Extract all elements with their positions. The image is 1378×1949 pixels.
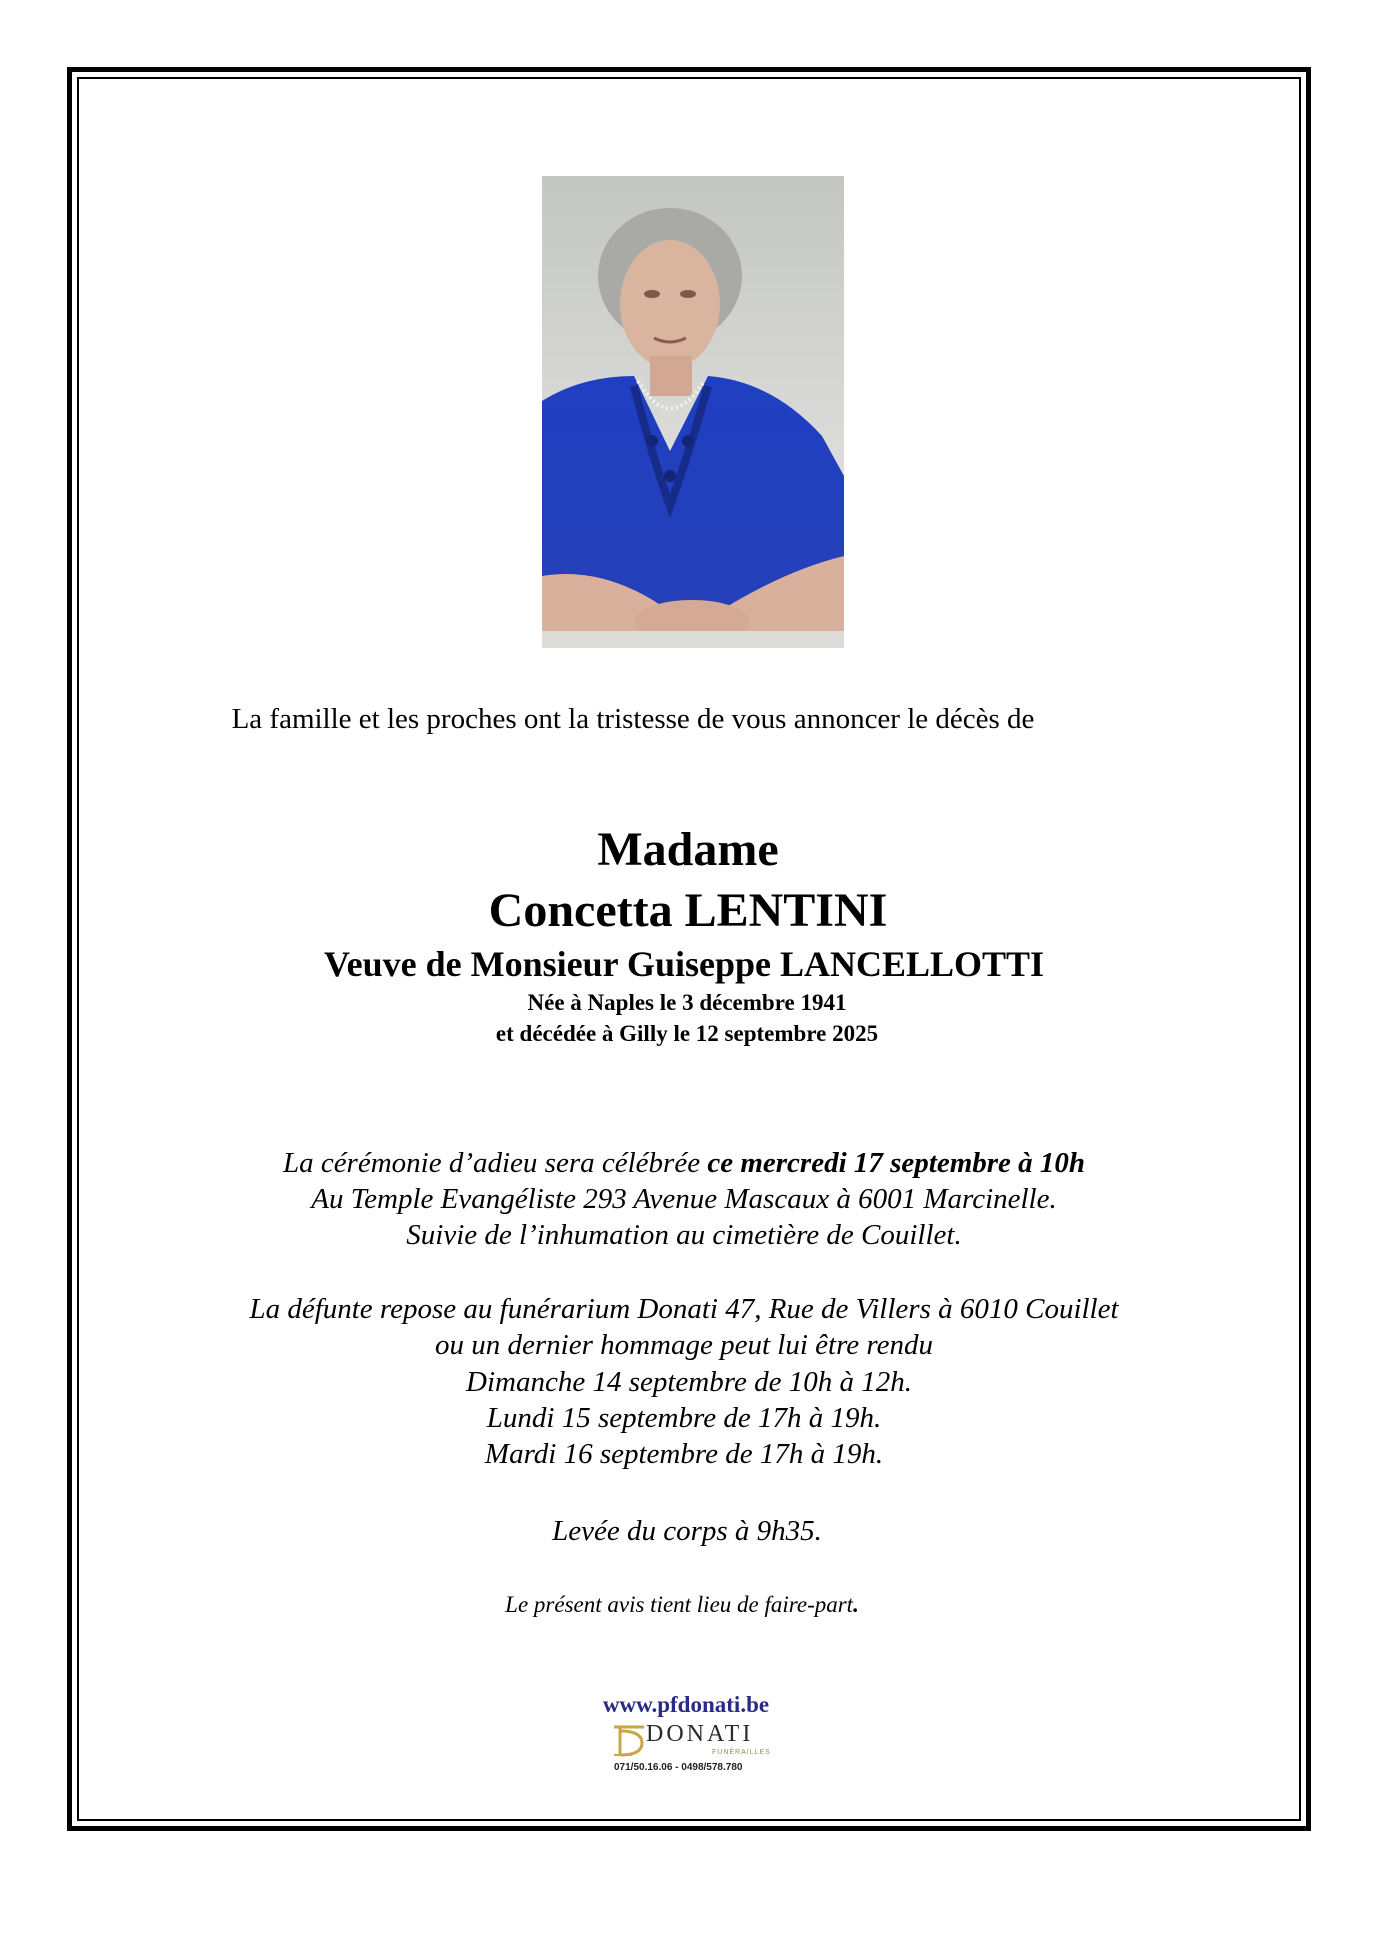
intro-text: La famille et les proches ont la tristesse de vous annoncer le décès de — [231, 703, 1035, 735]
ceremony-date: ce mercredi 17 septembre à 10h — [707, 1147, 1086, 1179]
notice-line — [0, 1592, 1371, 1618]
portrait-photo — [542, 176, 844, 648]
donati-logo-icon — [610, 1723, 648, 1759]
visitation-time: Mardi 16 septembre de 17h à 19h. — [484, 1438, 884, 1470]
title: Madame — [597, 823, 779, 876]
ceremony-line-3: Suivie de l’inhumation au cimetière de Couillet. — [406, 1219, 962, 1251]
levee-line: Levée du corps à 9h35. — [552, 1515, 822, 1547]
spouse-line: Veuve de Monsieur Guiseppe LANCELLOTTI — [323, 944, 1045, 984]
website-link[interactable]: www.pfdonati.be — [602, 1692, 770, 1717]
ceremony-line-1 — [0, 1147, 1373, 1180]
notice-text: Le présent avis tient lieu de faire-part — [505, 1592, 854, 1617]
deceased-name: Concetta LENTINI — [488, 884, 888, 937]
birth-line: Née à Naples le 3 décembre 1941 — [527, 990, 847, 1015]
visitation-line-2: ou un dernier hommage peut lui être rendu — [434, 1329, 933, 1361]
logo-subtitle: FUNÉRAILLES — [712, 1749, 771, 1756]
ceremony-intro: La cérémonie d’adieu sera célébrée — [282, 1147, 708, 1179]
ceremony-line-2: Au Temple Evangéliste 293 Avenue Mascaux à 6001 Marcinelle. — [311, 1183, 1057, 1215]
death-line: et décédée à Gilly le 12 septembre 2025 — [495, 1021, 879, 1046]
phone-numbers: 071/50.16.06 - 0498/578.780 — [614, 1762, 743, 1773]
visitation-line-1: La défunte repose au funérarium Donati 47, Rue de Villers à 6010 Couillet — [249, 1293, 1119, 1325]
visitation-time: Dimanche 14 septembre de 10h à 12h. — [466, 1366, 912, 1398]
logo-name: DONATI — [646, 1721, 754, 1747]
notice-end: . — [853, 1592, 859, 1617]
visitation-time: Lundi 15 septembre de 17h à 19h. — [486, 1402, 882, 1434]
